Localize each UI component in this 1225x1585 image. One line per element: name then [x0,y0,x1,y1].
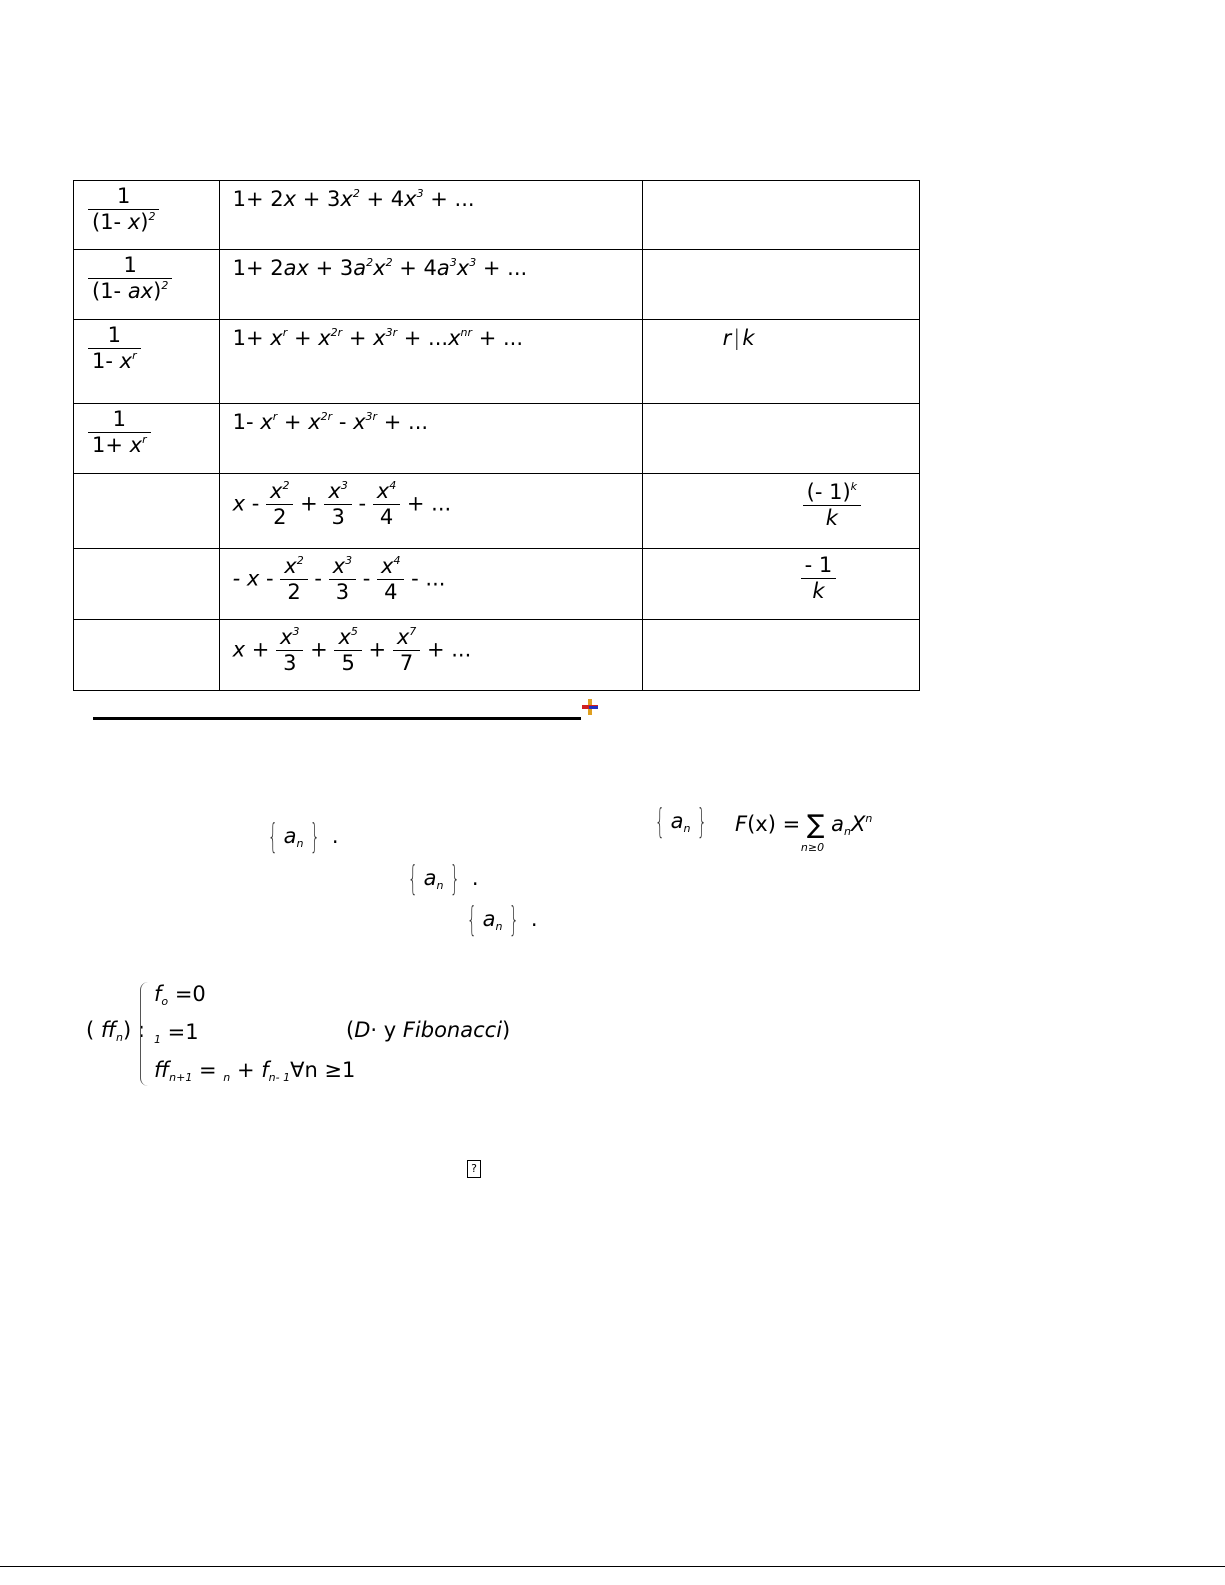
function-fraction [88,325,141,372]
fraction-denominator: (1- x)$^2$ [92,210,156,234]
fibonacci-lhs: ( $ff_n$) : [86,1018,145,1044]
series-cell [219,181,642,250]
table-row [74,250,920,320]
divisibility-condition: r|k [722,326,755,350]
function-fraction [88,255,172,302]
series-expansion: $1+ 2x + 3x^2 + 4x^3$ + ... [232,187,475,211]
table-row [74,620,920,691]
fibonacci-line-3: $ff_{n+1} = _n$ + $f_{n- 1}\forall n \ge 1$ [154,1058,356,1084]
function-cell [74,620,220,691]
coefficient-cell [642,320,919,404]
coefficient-cell [642,474,919,549]
series-cell [219,404,642,474]
generating-functions-table [73,180,920,691]
table-row [74,404,920,474]
series-cell [219,549,642,620]
section-divider [93,717,581,720]
function-cell [74,250,220,320]
fraction-numerator: 1 [112,407,126,431]
series-expansion: $1+ x^r + x^{2r} + x^{3r} + ...x^{nr}$ + ... [232,326,524,350]
fraction-denominator: (1- ax)$^2$ [92,279,169,303]
function-cell [74,181,220,250]
coefficient-cell [642,404,919,474]
series-expansion: x - $\frac{x^2}{2}$ + $\frac{x^3}{3}$ - $\frac{x^4}{4}$ + ... [232,479,452,529]
sequence-an: { $a_n$ } . [267,817,339,857]
generating-function-formula: F(x) = ∑ n≥0 $a_nX^n$ [735,810,873,854]
function-cell [74,404,220,474]
series-expansion: 1- $x^r + x^{2r} - x^{3r}$ + ... [232,410,429,434]
table-row [74,549,920,620]
function-fraction [88,186,159,233]
sequence-an: { $a_n$ } [654,802,707,842]
coefficient-cell [642,549,919,620]
series-cell [219,474,642,549]
system-brace [140,982,149,1086]
coefficient-cell [642,181,919,250]
missing-glyph-box: ? [467,1160,481,1178]
fraction-numerator: 1 [123,253,137,277]
coefficient-cell [642,250,919,320]
coefficient-fraction: - 1 k [801,555,837,602]
table-row [74,181,920,250]
function-cell [74,474,220,549]
sequence-an: { $a_n$ } . [466,900,538,940]
fraction-denominator: $1+ x^r$ [92,433,147,457]
coefficient-fraction: (- 1)$^k$ k [803,482,861,529]
page-bottom-rule [0,1566,1225,1567]
function-fraction [88,409,151,456]
fraction-denominator: 1- $x^r$ [92,349,137,373]
fraction-numerator: 1 [117,184,131,208]
fibonacci-line-2: $_1$ =1 [154,1020,199,1046]
series-expansion: x + $\frac{x^3}{3}$ + $\frac{x^5}{5}$ + $\frac{x^7}{7}$ + ... [232,625,472,675]
function-cell [74,549,220,620]
fibonacci-line-1: $f_o =0$ [154,982,206,1008]
fibonacci-note: (D· y Fibonacci) [346,1018,511,1042]
series-expansion: $1+ 2ax + 3a^2x^2 + 4a^3x^3$ + ... [232,256,528,280]
sequence-an: { $a_n$ } . [407,859,479,899]
coefficient-cell [642,620,919,691]
fraction-numerator: 1 [107,323,121,347]
function-cell [74,320,220,404]
table-row [74,320,920,404]
series-cell [219,620,642,691]
table-row [74,474,920,549]
anchor-marker-icon[interactable] [582,699,598,715]
series-cell [219,320,642,404]
series-cell [219,250,642,320]
series-expansion: - x - $\frac{x^2}{2}$ - $\frac{x^3}{3}$ - $\frac{x^4}{4}$ - ... [232,554,446,604]
